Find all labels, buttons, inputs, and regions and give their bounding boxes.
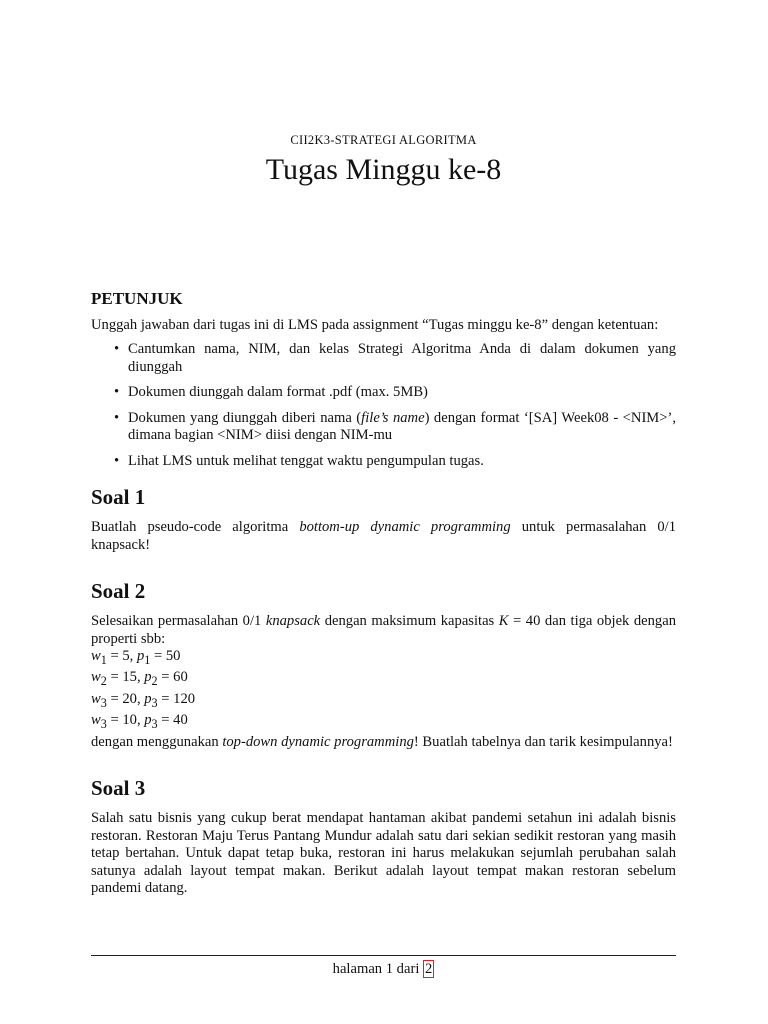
soal-2-conclusion: dengan menggunakan top-down dynamic programming! Buatlah tabelnya dan tarik kesimpulannya! <box>91 733 673 750</box>
object-row: $w_1 = 5$, $p_1 = 50$ <box>91 648 181 667</box>
petunjuk-intro: Unggah jawaban dari tugas ini di LMS pada assignment “Tugas minggu ke-8” dengan ketentuan: <box>91 316 659 333</box>
petunjuk-list <box>91 341 676 470</box>
soal-1-section <box>91 485 676 554</box>
soal-2-heading: Soal 2 <box>91 579 146 603</box>
list-item: • Dokumen yang diunggah diberi nama (file’s name) dengan format ‘[SA] Week08 - <NIM>’, dimana bagian <NIM> diisi dengan NIM-mu <box>128 410 676 445</box>
soal-3-heading: Soal 3 <box>91 776 146 801</box>
soal-1-text: Buatlah pseudo-code algoritma bottom-up dynamic programming untuk permasalahan 0/1 knapsack! <box>91 519 676 553</box>
object-list <box>91 648 676 734</box>
object-row: $w_3 = 20$, $p_3 = 120$ <box>91 690 196 710</box>
course-code: CII2K3-STRATEGI ALGORITMA <box>290 133 477 147</box>
soal-2-text: Selesaikan permasalahan 0/1 knapsack dengan maksimum kapasitas K = 40 dan tiga objek dengan properti sbb: <box>91 613 677 647</box>
list-item: • Dokumen diunggah dalam format .pdf (max. 5MB) <box>128 384 676 402</box>
page-counter-text: halaman 1 dari <box>332 961 424 977</box>
object-row: $w_2 = 15$, $p_2 = 60$ <box>91 669 188 689</box>
petunjuk-heading: PETUNJUK <box>91 289 183 308</box>
total-pages-link[interactable]: 2 <box>425 961 433 977</box>
page-title: Tugas Minggu ke-8 <box>265 153 502 186</box>
object-row: $w_3 = 10$, $p_3 = 40$ <box>91 712 188 732</box>
footer-rule <box>91 955 676 956</box>
soal-3-text: Salah satu bisnis yang cukup berat mendapat hantaman akibat pandemi setahun ini adalah bisnis restoran. Restoran Maju Terus Pantang Mundur adalah satu dari sekian sedikit restoran yang masih tetap bertahan. Untuk dapat tetap buka, restoran ini harus melakukan sejumlah perubahan salah satunya adalah layout tempat makan. Berikut adalah layout tempat makan restoran sebelum pandemi datang. <box>91 810 676 897</box>
page-footer <box>91 961 676 978</box>
list-item: • Lihat LMS untuk melihat tenggat waktu pengumpulan tugas. <box>128 453 676 471</box>
soal-2-section <box>91 579 676 751</box>
list-item: • Cantumkan nama, NIM, dan kelas Strategi Algoritma Anda di dalam dokumen yang diunggah <box>128 341 676 376</box>
soal-3-section <box>91 776 676 898</box>
soal-1-heading: Soal 1 <box>91 485 146 509</box>
document-body <box>91 290 676 898</box>
